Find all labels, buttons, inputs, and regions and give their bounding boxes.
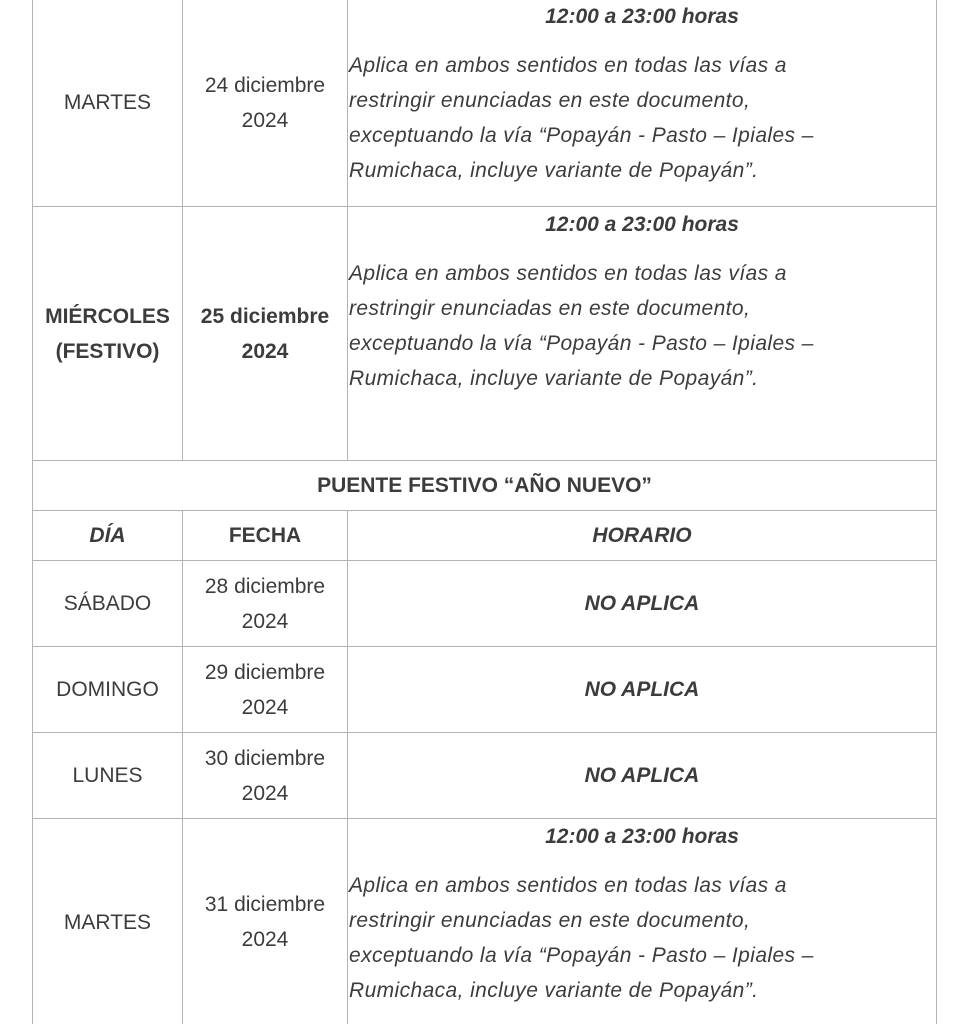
date-cell [183, 647, 348, 733]
description-line: Aplica en ambos sentidos en todas las vías a [349, 874, 787, 897]
date-line: 24 diciembre [204, 73, 326, 97]
section-title: PUENTE FESTIVO “AÑO NUEVO” [33, 461, 937, 511]
date-year: 2024 [241, 339, 289, 363]
description-line: exceptuando la vía “Popayán - Pasto – Ipiales – [349, 124, 814, 147]
schedule-cell [348, 0, 937, 207]
date-cell [183, 819, 348, 1024]
day-label: MARTES [63, 910, 152, 934]
table-row [33, 733, 937, 819]
header-schedule: HORARIO [348, 511, 937, 561]
restriction-table [32, 0, 937, 1024]
description-line: Rumichaca, incluye variante de Popayán”. [349, 367, 759, 390]
description-line: Aplica en ambos sentidos en todas las vías a [349, 262, 787, 285]
date-cell [183, 561, 348, 647]
day-cell: DOMINGO [33, 647, 183, 733]
schedule-time: 12:00 a 23:00 horas [545, 825, 739, 848]
schedule-description [348, 48, 936, 188]
date-line: 29 diciembre [204, 660, 326, 684]
date-year: 2024 [241, 695, 289, 719]
date-line: 31 diciembre [204, 893, 326, 916]
restriction-schedule [32, 0, 936, 1023]
schedule-cell: NO APLICA [348, 561, 937, 647]
description-line: Aplica en ambos sentidos en todas las vías a [349, 54, 787, 77]
section-title-row [33, 461, 937, 511]
day-cell: LUNES [33, 733, 183, 819]
description-line: exceptuando la vía “Popayán - Pasto – Ipiales – [349, 944, 814, 967]
date-year: 2024 [241, 609, 289, 633]
date-cell [183, 0, 348, 207]
date-year: 2024 [241, 108, 289, 132]
table-row [33, 561, 937, 647]
date-line: 25 diciembre [200, 304, 330, 328]
description-line: exceptuando la vía “Popayán - Pasto – Ipiales – [349, 332, 814, 355]
day-cell [33, 207, 183, 461]
date-year: 2024 [241, 928, 289, 951]
description-line: restringir enunciadas en este documento, [349, 297, 751, 320]
schedule-description [348, 256, 936, 396]
day-label: MIÉRCOLES [45, 304, 170, 328]
schedule-cell [348, 819, 937, 1024]
description-line: Rumichaca, incluye variante de Popayán”. [349, 979, 759, 1002]
holiday-label: (FESTIVO) [55, 339, 160, 363]
date-line: 28 diciembre [204, 574, 326, 598]
header-day: DÍA [33, 511, 183, 561]
schedule-description [348, 868, 936, 1008]
header-date: FECHA [183, 511, 348, 561]
description-line: restringir enunciadas en este documento, [349, 89, 751, 112]
schedule-cell: NO APLICA [348, 647, 937, 733]
day-cell [33, 0, 183, 207]
day-label: MARTES [63, 91, 152, 114]
date-year: 2024 [241, 781, 289, 805]
table-row [33, 207, 937, 461]
date-cell [183, 207, 348, 461]
day-cell [33, 819, 183, 1024]
date-cell [183, 733, 348, 819]
description-line: restringir enunciadas en este documento, [349, 909, 751, 932]
table-row [33, 647, 937, 733]
table-row [33, 819, 937, 1024]
schedule-time: 12:00 a 23:00 horas [545, 213, 739, 236]
schedule-cell: NO APLICA [348, 733, 937, 819]
date-line: 30 diciembre [204, 746, 326, 770]
table-row [33, 0, 937, 207]
schedule-time: 12:00 a 23:00 horas [545, 5, 739, 28]
header-row [33, 511, 937, 561]
day-cell: SÁBADO [33, 561, 183, 647]
schedule-cell [348, 207, 937, 461]
description-line: Rumichaca, incluye variante de Popayán”. [349, 159, 759, 182]
